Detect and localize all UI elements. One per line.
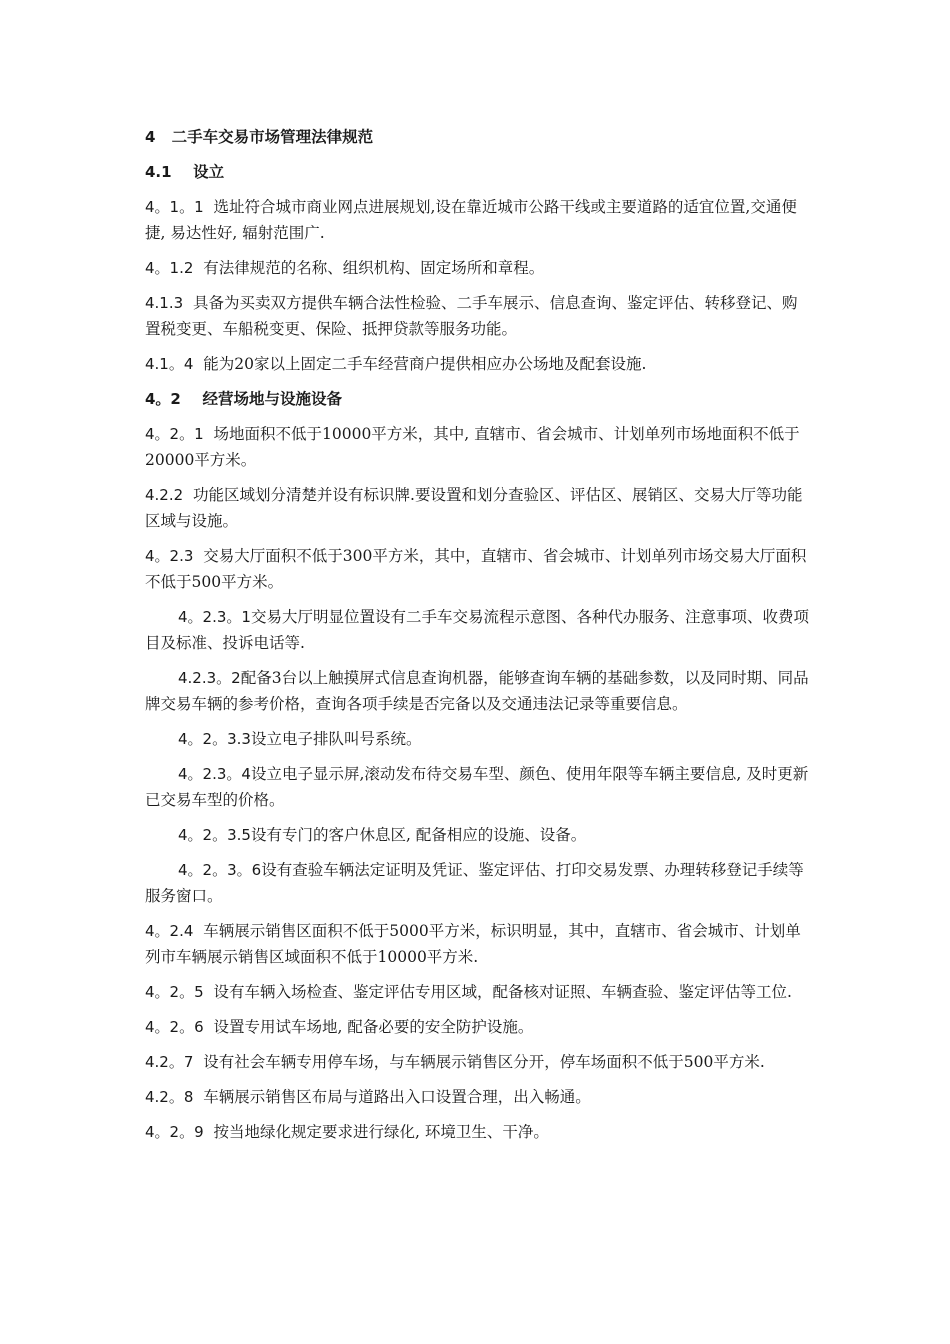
clause-text: 设立电子排队叫号系统。 bbox=[250, 730, 422, 748]
clause-number: 4.2。8 bbox=[145, 1088, 194, 1106]
clause-text: 设有查验车辆法定证明及凭证、鉴定评估、打印交易发票、办理转移登记手续等服务窗口。 bbox=[145, 861, 804, 905]
clause-text: 具备为买卖双方提供车辆合法性检验、二手车展示、信息查询、鉴定评估、转移登记、购置税变更、车船税变更、保险、抵押贷款等服务功能。 bbox=[145, 294, 798, 338]
section-title bbox=[145, 124, 813, 150]
paragraph-list bbox=[145, 159, 813, 1145]
clause-text: 能为20家以上固定二手车经营商户提供相应办公场地及配套设施. bbox=[203, 355, 647, 373]
clause-paragraph bbox=[145, 1119, 813, 1145]
clause-number: 4。2。9 bbox=[145, 1123, 204, 1141]
clause-paragraph bbox=[145, 857, 813, 909]
clause-text: 车辆展示销售区布局与道路出入口设置合理，出入畅通。 bbox=[203, 1088, 591, 1106]
clause-paragraph bbox=[145, 255, 813, 281]
subsection-heading bbox=[145, 159, 813, 185]
clause-number: 4。2.4 bbox=[145, 922, 194, 940]
clause-paragraph bbox=[145, 726, 813, 752]
clause-text: 车辆展示销售区面积不低于5000平方米，标识明显，其中，直辖市、省会城市、计划单列市车辆展示销售区域面积不低于10000平方米. bbox=[145, 922, 801, 966]
clause-text: 按当地绿化规定要求进行绿化, 环境卫生、干净。 bbox=[213, 1123, 549, 1141]
clause-paragraph bbox=[145, 665, 813, 717]
clause-number: 4。2.3 bbox=[145, 547, 194, 565]
clause-text: 交易大厅面积不低于300平方米，其中，直辖市、省会城市、计划单列市场交易大厅面积不低于500平方米。 bbox=[145, 547, 807, 591]
clause-text: 设有车辆入场检查、鉴定评估专用区域，配备核对证照、车辆查验、鉴定评估等工位. bbox=[213, 983, 792, 1001]
subsection-heading bbox=[145, 386, 813, 412]
clause-text: 设立 bbox=[193, 162, 225, 181]
clause-text: 设有专门的客户休息区, 配备相应的设施、设备。 bbox=[250, 826, 587, 844]
clause-paragraph bbox=[145, 351, 813, 377]
clause-number: 4。2.3。1 bbox=[178, 608, 251, 626]
clause-number: 4。2。1 bbox=[145, 425, 204, 443]
clause-number: 4.2。7 bbox=[145, 1053, 194, 1071]
clause-number: 4。2。3。6 bbox=[178, 861, 262, 879]
clause-number: 4.1 bbox=[145, 163, 172, 181]
clause-paragraph bbox=[145, 918, 813, 970]
section-title-text: 二手车交易市场管理法律规范 bbox=[171, 127, 374, 146]
clause-paragraph bbox=[145, 421, 813, 473]
clause-paragraph bbox=[145, 1014, 813, 1040]
clause-paragraph bbox=[145, 761, 813, 813]
section-number: 4 bbox=[145, 128, 156, 146]
clause-number: 4。2。3.3 bbox=[178, 730, 251, 748]
clause-paragraph bbox=[145, 482, 813, 534]
clause-number: 4。2。3.5 bbox=[178, 826, 251, 844]
clause-text: 设有社会车辆专用停车场，与车辆展示销售区分开，停车场面积不低于500平方米. bbox=[203, 1053, 765, 1071]
clause-paragraph bbox=[145, 822, 813, 848]
clause-text: 选址符合城市商业网点进展规划,设在靠近城市公路干线或主要道路的适宜位置,交通便捷, 易达性好, 辐射范围广. bbox=[145, 198, 797, 242]
clause-number: 4。2 bbox=[145, 390, 181, 408]
clause-paragraph bbox=[145, 604, 813, 656]
clause-paragraph bbox=[145, 979, 813, 1005]
document-page bbox=[145, 124, 813, 1154]
clause-number: 4.1.3 bbox=[145, 294, 184, 312]
clause-text: 有法律规范的名称、组织机构、固定场所和章程。 bbox=[203, 259, 545, 277]
clause-text: 配备3台以上触摸屏式信息查询机器，能够查询车辆的基础参数，以及同时期、同品牌交易车辆的参考价格，查询各项手续是否完备以及交通违法记录等重要信息。 bbox=[145, 669, 809, 713]
clause-text: 设置专用试车场地, 配备必要的安全防护设施。 bbox=[213, 1018, 534, 1036]
clause-number: 4.1。4 bbox=[145, 355, 194, 373]
clause-paragraph bbox=[145, 1049, 813, 1075]
clause-text: 交易大厅明显位置设有二手车交易流程示意图、各种代办服务、注意事项、收费项目及标准、投诉电话等. bbox=[145, 608, 809, 652]
clause-text: 设立电子显示屏,滚动发布待交易车型、颜色、使用年限等车辆主要信息, 及时更新已交易车型的价格。 bbox=[145, 765, 809, 809]
clause-paragraph bbox=[145, 290, 813, 342]
clause-text: 经营场地与设施设备 bbox=[202, 389, 342, 408]
clause-number: 4.2.3。2 bbox=[178, 669, 241, 687]
clause-number: 4。2。6 bbox=[145, 1018, 204, 1036]
clause-paragraph bbox=[145, 194, 813, 246]
clause-number: 4。1。1 bbox=[145, 198, 204, 216]
clause-paragraph bbox=[145, 543, 813, 595]
clause-number: 4。2.3。4 bbox=[178, 765, 251, 783]
clause-number: 4。2。5 bbox=[145, 983, 204, 1001]
clause-number: 4。1.2 bbox=[145, 259, 194, 277]
clause-text: 功能区域划分清楚并设有标识牌.要设置和划分查验区、评估区、展销区、交易大厅等功能区域与设施。 bbox=[145, 486, 803, 530]
clause-number: 4.2.2 bbox=[145, 486, 184, 504]
clause-paragraph bbox=[145, 1084, 813, 1110]
clause-text: 场地面积不低于10000平方米，其中, 直辖市、省会城市、计划单列市场地面积不低于20000平方米。 bbox=[145, 425, 800, 469]
